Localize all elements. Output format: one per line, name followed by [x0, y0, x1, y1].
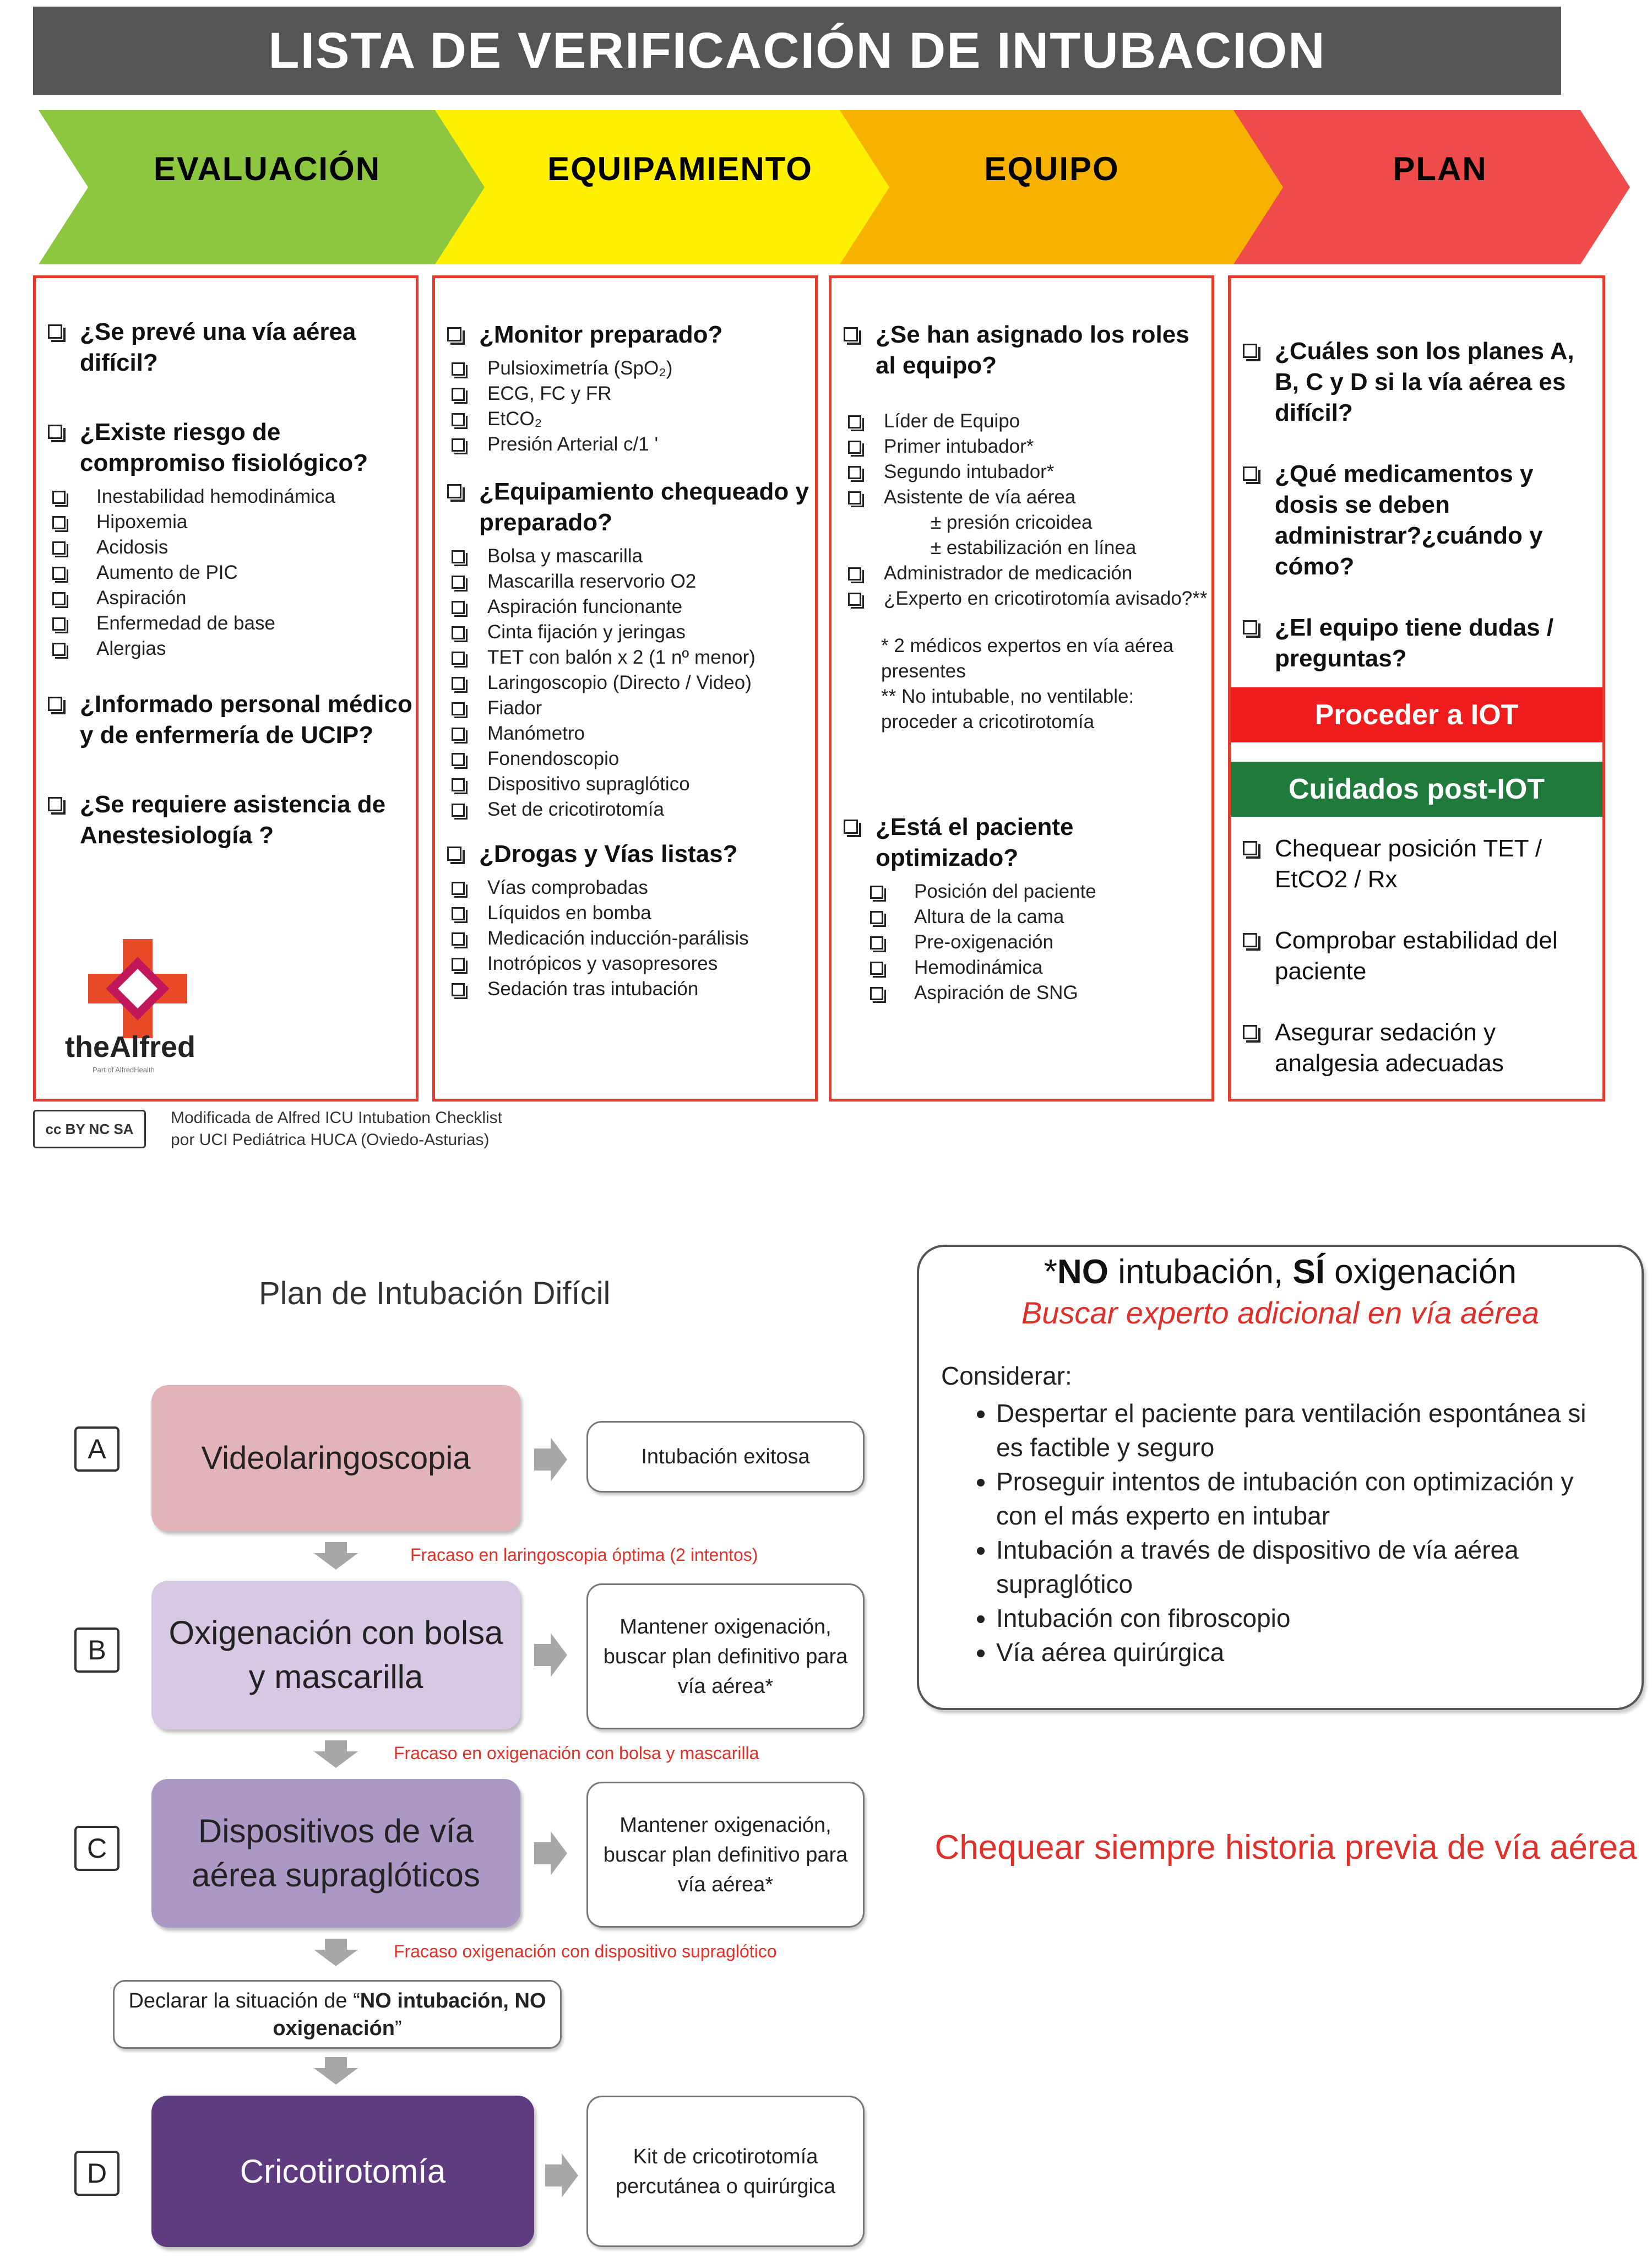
list-item: ¿Experto en cricotirotomía avisado?** — [832, 586, 1211, 611]
checkbox-icon[interactable] — [452, 550, 465, 563]
list-item: Inotrópicos y vasopresores — [435, 951, 815, 976]
question: ¿El equipo tiene dudas / preguntas? — [1231, 612, 1602, 674]
list-item: Aumento de PIC — [36, 560, 416, 585]
list-item: Inestabilidad hemodinámica — [36, 484, 416, 509]
checkbox-icon[interactable] — [452, 907, 465, 920]
fail-a-text: Fracaso en laringoscopia óptima (2 intentos) — [410, 1545, 758, 1565]
checkbox-icon[interactable] — [1243, 344, 1257, 358]
cc-license-badge: cc BY NC SA — [33, 1110, 146, 1148]
checkbox-icon[interactable] — [52, 617, 66, 631]
phase-label-plan: PLAN — [1393, 150, 1487, 187]
arrow-right-icon — [534, 1831, 567, 1875]
result-a-box: Intubación exitosa — [586, 1421, 865, 1493]
list-item: Alergias — [36, 636, 416, 661]
checkbox-icon[interactable] — [844, 820, 858, 834]
question: Asegurar sedación y analgesia adecuadas — [1231, 1017, 1602, 1079]
question: ¿Está el paciente optimizado? — [832, 812, 1211, 873]
credit-text: Modificada de Alfred ICU Intubation Checklist por UCI Pediátrica HUCA (Oviedo-Asturias) — [171, 1109, 502, 1149]
question: ¿Qué medicamentos y dosis se deben administrar?¿cuándo y cómo? — [1231, 459, 1602, 582]
checkbox-icon[interactable] — [452, 932, 465, 946]
list-item: Sedación tras intubación — [435, 976, 815, 1002]
list-item: Pre-oxigenación — [854, 930, 1211, 955]
checkbox-icon[interactable] — [1243, 841, 1257, 855]
column-equipo — [829, 275, 1214, 1102]
list-item: TET con balón x 2 (1 nº menor) — [435, 645, 815, 670]
checkbox-icon[interactable] — [52, 491, 66, 504]
chevron-equipamiento — [435, 110, 900, 264]
checkbox-icon[interactable] — [452, 702, 465, 715]
checkbox-icon[interactable] — [848, 415, 861, 428]
checkbox-icon[interactable] — [52, 541, 66, 555]
checkbox-icon[interactable] — [48, 324, 62, 339]
checkbox-icon[interactable] — [848, 441, 861, 454]
chevron-plan — [1233, 110, 1630, 264]
checkbox-icon[interactable] — [452, 601, 465, 614]
arrow-right-icon — [534, 1633, 567, 1677]
considerar-list — [941, 1396, 1620, 1669]
checkbox-icon[interactable] — [1243, 466, 1257, 481]
checkbox-icon[interactable] — [452, 652, 465, 665]
step-b-box: Oxigenación con bolsa y mascarilla — [151, 1581, 520, 1729]
list-item: Set de cricotirotomía — [435, 797, 815, 822]
step-d-box: Cricotirotomía — [151, 2096, 534, 2247]
question: ¿Equipamiento chequeado y preparado? — [435, 476, 815, 538]
checkbox-icon[interactable] — [452, 438, 465, 452]
checkbox-icon[interactable] — [848, 466, 861, 479]
checkbox-icon[interactable] — [48, 425, 62, 439]
question: ¿Informado personal médico y de enfermería de UCIP? — [36, 689, 416, 751]
phase-label-equipo: EQUIPO — [984, 150, 1120, 187]
side-heading: *NO intubación, SÍ oxigenación — [1044, 1253, 1517, 1291]
list-item: Fiador — [435, 696, 815, 721]
list-item: Hipoxemia — [36, 509, 416, 535]
list-item: Asistente de vía aérea — [832, 485, 1211, 510]
list-item: • Intubación con fibroscopio — [996, 1601, 1620, 1635]
checklist — [435, 356, 815, 457]
logo-sub: Part of AlfredHealth — [93, 1066, 155, 1074]
checklist — [435, 875, 815, 1002]
step-letter-d: D — [74, 2151, 119, 2196]
checkbox-icon[interactable] — [870, 936, 883, 950]
checkbox-icon[interactable] — [48, 797, 62, 811]
list-item: Altura de la cama — [854, 904, 1211, 930]
checkbox-icon[interactable] — [452, 576, 465, 589]
list-item: Medicación inducción-parálisis — [435, 926, 815, 951]
list-item: Segundo intubador* — [832, 459, 1211, 485]
list-item: EtCO₂ — [435, 406, 815, 432]
page-title: LISTA DE VERIFICACIÓN DE INTUBACION — [33, 7, 1561, 95]
list-item: • Intubación a través de dispositivo de vía aérea supraglótico — [996, 1533, 1620, 1601]
arrow-down-icon — [314, 1542, 358, 1570]
step-letter-c: C — [74, 1826, 119, 1871]
logo-name: theAlfred — [65, 1030, 196, 1064]
fail-b-text: Fracaso en oxigenación con bolsa y mascarilla — [394, 1743, 759, 1763]
list-subitem: ± estabilización en línea — [931, 537, 1137, 558]
question: ¿Cuáles son los planes A, B, C y D si la vía aérea es difícil? — [1231, 336, 1602, 428]
list-item: Primer intubador* — [832, 434, 1211, 459]
fail-c-text: Fracaso oxigenación con dispositivo supraglótico — [394, 1941, 777, 1961]
step-letter-a: A — [74, 1426, 119, 1472]
list-item: Aspiración de SNG — [854, 980, 1211, 1006]
checkbox-icon[interactable] — [52, 643, 66, 656]
result-d-box: Kit de cricotirotomía percutánea o quirúrgica — [586, 2096, 865, 2247]
list-item: Enfermedad de base — [36, 611, 416, 636]
question: Chequear posición TET / EtCO2 / Rx — [1231, 833, 1602, 895]
checkbox-icon[interactable] — [452, 958, 465, 971]
declare-box: Declarar la situación de “NO intubación, NO oxigenación” — [113, 1980, 562, 2049]
checkbox-icon[interactable] — [452, 983, 465, 996]
checkbox-icon[interactable] — [452, 677, 465, 690]
checklist — [36, 484, 416, 661]
step-a-box: Videolaringoscopia — [151, 1385, 520, 1531]
phase-label-evaluacion: EVALUACIÓN — [153, 150, 381, 187]
arrow-down-icon — [314, 1939, 358, 1966]
list-item: Presión Arterial c/1 ' — [435, 432, 815, 457]
checkbox-icon[interactable] — [452, 882, 465, 895]
checkbox-icon[interactable] — [844, 327, 858, 341]
checkbox-icon[interactable] — [870, 886, 883, 899]
list-item: Líder de Equipo — [832, 409, 1211, 434]
list-item: Aspiración funcionante — [435, 594, 815, 620]
considerar-label: Considerar: — [941, 1361, 1072, 1390]
column-plan — [1228, 275, 1605, 1102]
checklist — [832, 409, 1211, 611]
post-iot-banner: Cuidados post-IOT — [1231, 762, 1602, 817]
arrow-right-icon — [534, 1437, 567, 1482]
question: ¿Monitor preparado? — [435, 319, 815, 350]
list-item: Aspiración — [36, 585, 416, 611]
checkbox-icon[interactable] — [848, 593, 861, 606]
question: ¿Se requiere asistencia de Anestesiología ? — [36, 789, 416, 851]
checkbox-icon[interactable] — [452, 778, 465, 791]
list-item: Posición del paciente — [854, 879, 1211, 904]
checkbox-icon[interactable] — [870, 911, 883, 924]
checkbox-icon[interactable] — [52, 592, 66, 605]
proceed-iot-banner: Proceder a IOT — [1231, 687, 1602, 742]
question: ¿Drogas y Vías listas? — [435, 839, 815, 870]
chevron-evaluacion — [39, 110, 496, 264]
arrow-right-icon — [545, 2153, 578, 2198]
checkbox-icon[interactable] — [452, 413, 465, 426]
checkbox-icon[interactable] — [1243, 620, 1257, 634]
step-letter-b: B — [74, 1627, 119, 1673]
checklist — [854, 879, 1211, 1006]
checkbox-icon[interactable] — [452, 804, 465, 817]
list-item: Dispositivo supraglótico — [435, 772, 815, 797]
checkbox-icon[interactable] — [52, 516, 66, 529]
list-item: Fonendoscopio — [435, 746, 815, 772]
step-c-box: Dispositivos de vía aérea supraglóticos — [151, 1779, 520, 1928]
checkbox-icon[interactable] — [1243, 933, 1257, 947]
list-item: Cinta fijación y jeringas — [435, 620, 815, 645]
list-item: • Proseguir intentos de intubación con optimización y con el más experto en intubar — [996, 1464, 1620, 1533]
list-item: Administrador de medicación — [832, 561, 1211, 586]
list-item: • Vía aérea quirúrgica — [996, 1635, 1620, 1669]
list-item: Líquidos en bomba — [435, 900, 815, 926]
arrow-down-icon — [314, 1740, 358, 1768]
chevron-equipo — [840, 110, 1294, 264]
list-item: Manómetro — [435, 721, 815, 746]
checkbox-icon[interactable] — [447, 484, 461, 498]
list-item: Laringoscopio (Directo / Video) — [435, 670, 815, 696]
checkbox-icon[interactable] — [848, 491, 861, 504]
result-c-box: Mantener oxigenación, buscar plan definitivo para vía aérea* — [586, 1782, 865, 1928]
checkbox-icon[interactable] — [452, 728, 465, 741]
checkbox-icon[interactable] — [447, 847, 461, 861]
checkbox-icon[interactable] — [452, 362, 465, 376]
list-item: Bolsa y mascarilla — [435, 544, 815, 569]
result-b-box: Mantener oxigenación, buscar plan definitivo para vía aérea* — [586, 1583, 865, 1729]
alfred-logo-icon — [88, 939, 187, 1038]
arrow-down-icon — [314, 2057, 358, 2085]
question: ¿Se prevé una vía aérea difícil? — [36, 317, 416, 378]
footnote: * 2 médicos expertos en vía aérea presentes — [881, 635, 1174, 682]
checkbox-icon[interactable] — [1243, 1025, 1257, 1039]
question: ¿Existe riesgo de compromiso fisiológico? — [36, 417, 416, 479]
list-item: Pulsioximetría (SpO₂) — [435, 356, 815, 381]
list-item: Acidosis — [36, 535, 416, 560]
list-item: Mascarilla reservorio O2 — [435, 569, 815, 594]
question: ¿Se han asignado los roles al equipo? — [832, 319, 1211, 381]
airway-history-note: Chequear siempre historia previa de vía aérea — [934, 1829, 1637, 1867]
phase-label-equipamiento: EQUIPAMIENTO — [547, 150, 813, 187]
checkbox-icon[interactable] — [848, 567, 861, 580]
checkbox-icon[interactable] — [870, 962, 883, 975]
checkbox-icon[interactable] — [52, 567, 66, 580]
phase-chevrons — [0, 107, 1652, 267]
side-red-text: Buscar experto adicional en vía aérea — [1021, 1295, 1540, 1330]
checkbox-icon[interactable] — [870, 987, 883, 1000]
flow-title: Plan de Intubación Difícil — [259, 1276, 611, 1311]
checkbox-icon[interactable] — [452, 388, 465, 401]
list-subitem: ± presión cricoidea — [931, 512, 1093, 533]
checklist — [435, 544, 815, 822]
list-item: • Despertar el paciente para ventilación espontánea si es factible y seguro — [996, 1396, 1620, 1464]
footnote: ** No intubable, no ventilable: proceder a cricotirotomía — [881, 686, 1134, 733]
list-item: Hemodinámica — [854, 955, 1211, 980]
checkbox-icon[interactable] — [48, 697, 62, 711]
list-item: ECG, FC y FR — [435, 381, 815, 406]
no-intubation-box — [917, 1245, 1644, 1710]
column-equipamiento — [432, 275, 818, 1102]
list-item: Vías comprobadas — [435, 875, 815, 900]
checkbox-icon[interactable] — [452, 753, 465, 766]
checkbox-icon[interactable] — [452, 626, 465, 639]
question: Comprobar estabilidad del paciente — [1231, 925, 1602, 987]
checkbox-icon[interactable] — [447, 327, 461, 341]
